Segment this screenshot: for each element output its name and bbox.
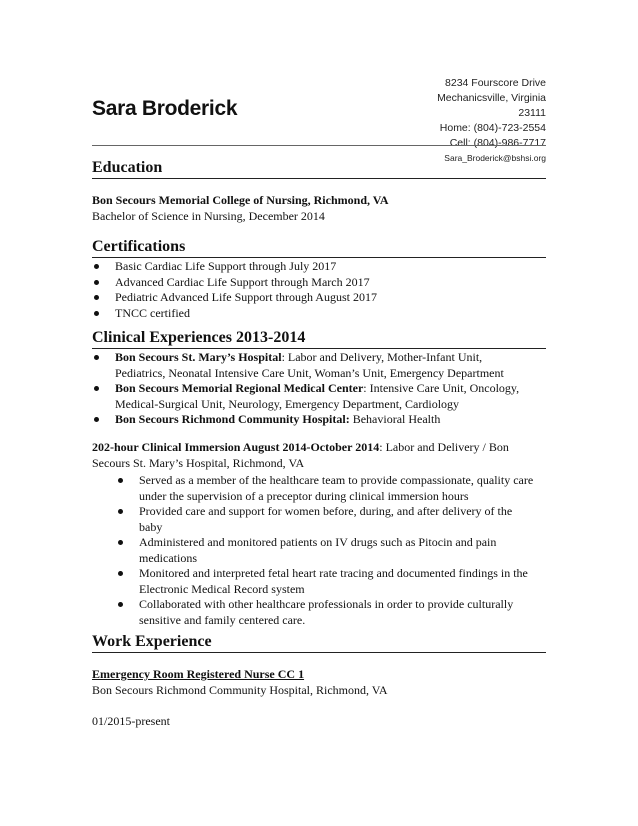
immersion-title: 202-hour Clinical Immersion August 2014-October 2014 (92, 440, 380, 454)
work-dates: 01/2015-present (92, 714, 170, 728)
list-item: Advanced Cardiac Life Support through March 2017 (92, 275, 546, 291)
site-name: Bon Secours Memorial Regional Medical Center (115, 381, 364, 395)
duty-text: Provided care and support for women before, during, and after delivery of the (139, 504, 513, 518)
contact-block (437, 76, 546, 165)
zip-code: 23111 (518, 107, 546, 119)
duty-text-cont: baby (139, 519, 163, 534)
candidate-name: Sara Broderick (92, 97, 238, 120)
duty-text: Collaborated with other healthcare professionals in order to provide culturally (139, 597, 514, 611)
list-item: Basic Cardiac Life Support through July 2017 (92, 259, 546, 275)
site-units-cont: Medical-Surgical Unit, Neurology, Emergency Department, Cardiology (115, 396, 460, 411)
certifications-list (92, 259, 546, 321)
work-heading: Work Experience (92, 632, 546, 653)
education-heading: Education (92, 158, 546, 179)
address-line-1: 8234 Fourscore Drive (445, 77, 546, 89)
home-phone: Home: (804)-723-2554 (439, 122, 546, 134)
site-units: : Labor and Delivery, Mother-Infant Unit, (281, 350, 483, 364)
cell-phone: Cell: (804)-986-7717 (449, 137, 546, 149)
immersion-duties-list (116, 473, 546, 628)
immersion-role: : Labor and Delivery / Bon (379, 440, 509, 454)
duty-text: Administered and monitored patients on IV drugs such as Pitocin and pain (139, 535, 497, 549)
site-name: Bon Secours Richmond Community Hospital: (115, 412, 350, 426)
header-divider (92, 145, 546, 146)
duty-text-cont: medications (139, 550, 197, 565)
certifications-heading: Certifications (92, 237, 546, 258)
site-units-cont: Pediatrics, Neonatal Intensive Care Unit, Woman’s Unit, Emergency Department (115, 365, 504, 380)
list-item (92, 350, 546, 381)
duty-text-cont: Electronic Medical Record system (139, 581, 305, 596)
duty-text: Served as a member of the healthcare team to provide compassionate, quality care (139, 473, 534, 487)
list-item (116, 473, 546, 504)
list-item (92, 381, 546, 412)
list-item (116, 597, 546, 628)
site-units: Behavioral Health (349, 412, 441, 426)
education-degree: Bachelor of Science in Nursing, December 2014 (92, 209, 325, 223)
list-item (116, 504, 546, 535)
list-item (116, 566, 546, 597)
list-item (116, 535, 546, 566)
list-item: Pediatric Advanced Life Support through August 2017 (92, 290, 546, 306)
list-item: TNCC certified (92, 306, 546, 322)
address-line-2: Mechanicsville, Virginia (437, 92, 546, 104)
work-title: Emergency Room Registered Nurse CC 1 (92, 667, 305, 681)
immersion-location: Secours St. Mary’s Hospital, Richmond, VA (92, 456, 305, 470)
email-address: Sara_Broderick@bshsi.org (444, 153, 546, 163)
immersion-heading (92, 440, 509, 455)
education-school: Bon Secours Memorial College of Nursing, Richmond, VA (92, 193, 389, 207)
duty-text-cont: under the supervision of a preceptor during clinical immersion hours (139, 488, 469, 503)
list-item (92, 412, 546, 428)
clinical-heading: Clinical Experiences 2013-2014 (92, 328, 546, 349)
work-employer: Bon Secours Richmond Community Hospital, Richmond, VA (92, 683, 388, 697)
site-name: Bon Secours St. Mary’s Hospital (115, 350, 282, 364)
duty-text-cont: sensitive and family centered care. (139, 612, 306, 627)
clinical-sites-list (92, 350, 546, 428)
duty-text: Monitored and interpreted fetal heart rate tracing and documented findings in the (139, 566, 528, 580)
site-units: : Intensive Care Unit, Oncology, (363, 381, 520, 395)
